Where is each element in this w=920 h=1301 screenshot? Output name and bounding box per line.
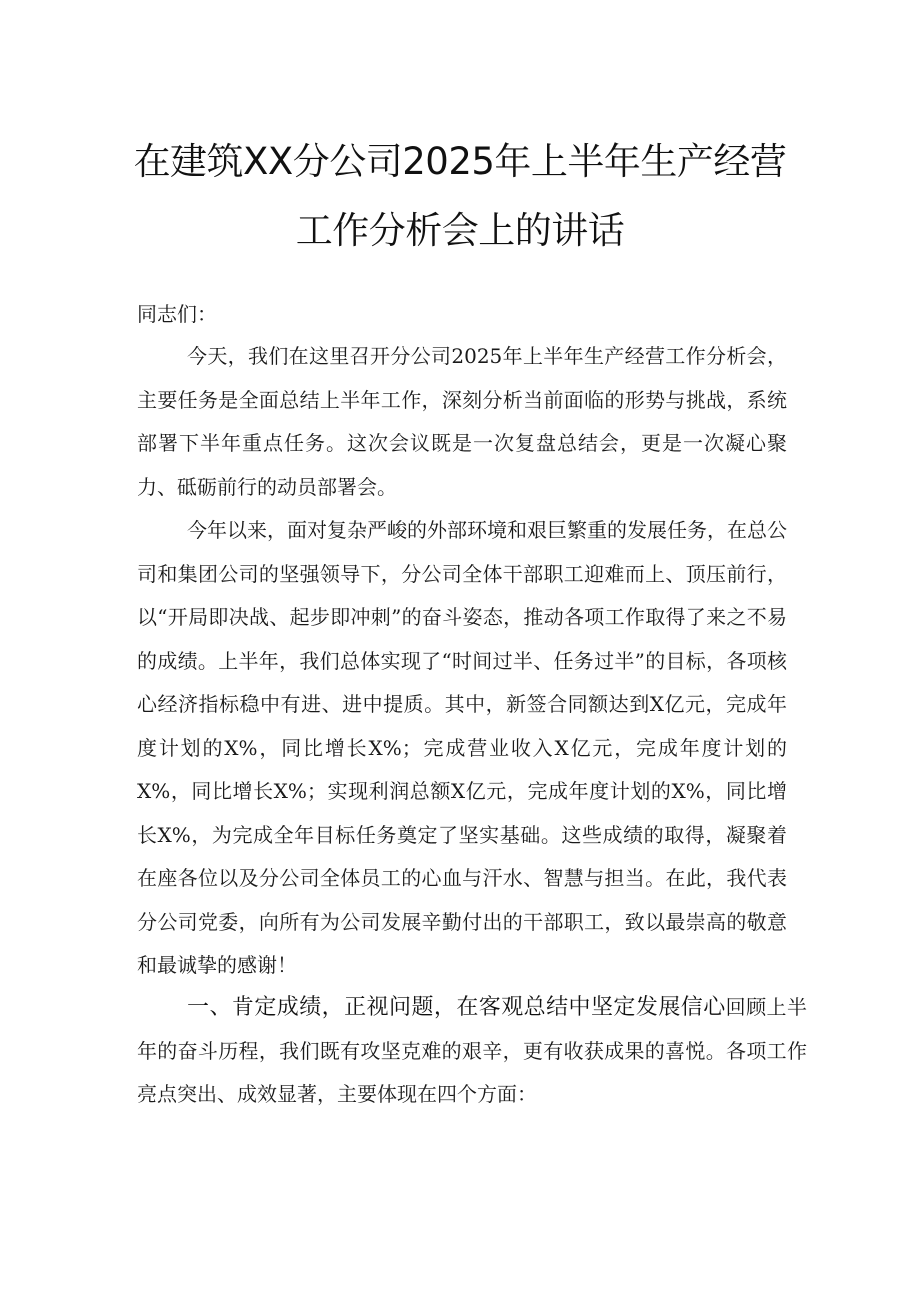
document-title-line-1: 在建筑XX分公司2025年上半年生产经营 <box>133 140 787 183</box>
paragraph-opening: 今天，我们在这里召开分公司2025年上半年生产经营工作分析会，主要任务是全面总结上半年工作，深刻分析当前面临的形势与挑战，系统部署下半年重点任务。这次会议既是一次复盘总结会，更是一次凝心聚力、砥砺前行的动员部署会。 <box>137 344 787 499</box>
paragraph-achievements: 今年以来，面对复杂严峻的外部环境和艰巨繁重的发展任务，在总公司和集团公司的坚强领导下，分公司全体干部职工迎难而上、顶压前行，以“开局即决战、起步即冲刺”的奋斗姿态，推动各项工作取得了来之不易的成绩。上半年，我们总体实现了“时间过半、任务过半”的目标，各项核心经济指标稳中有进、进中提质。其中，新签合同额达到X亿元，完成年度计划的X%，同比增长X%；完成营业收入X亿元，完成年度计划的X%，同比增长X%；实现利润总额X亿元，完成年度计划的X%，同比增长X%，为完成全年目标任务奠定了坚实基础。这些成绩的取得，凝聚着在座各位以及分公司全体员工的心血与汗水、智慧与担当。在此，我代表分公司党委，向所有为公司发展辛勤付出的干部职工，致以最崇高的敬意和最诚挚的感谢！ <box>137 518 787 977</box>
section-1-body: 回顾上半年的奋斗历程，我们既有攻坚克难的艰辛，更有收获成果的喜悦。各项工作亮点突出、成效显著，主要体现在四个方面： <box>137 995 807 1106</box>
section-1 <box>137 986 807 1117</box>
section-1-heading: 一、肯定成绩，正视问题，在客观总结中坚定发展信心 <box>187 995 726 1020</box>
document-title-line-2: 工作分析会上的讲话 <box>295 209 625 252</box>
salutation: 同志们： <box>137 302 217 326</box>
